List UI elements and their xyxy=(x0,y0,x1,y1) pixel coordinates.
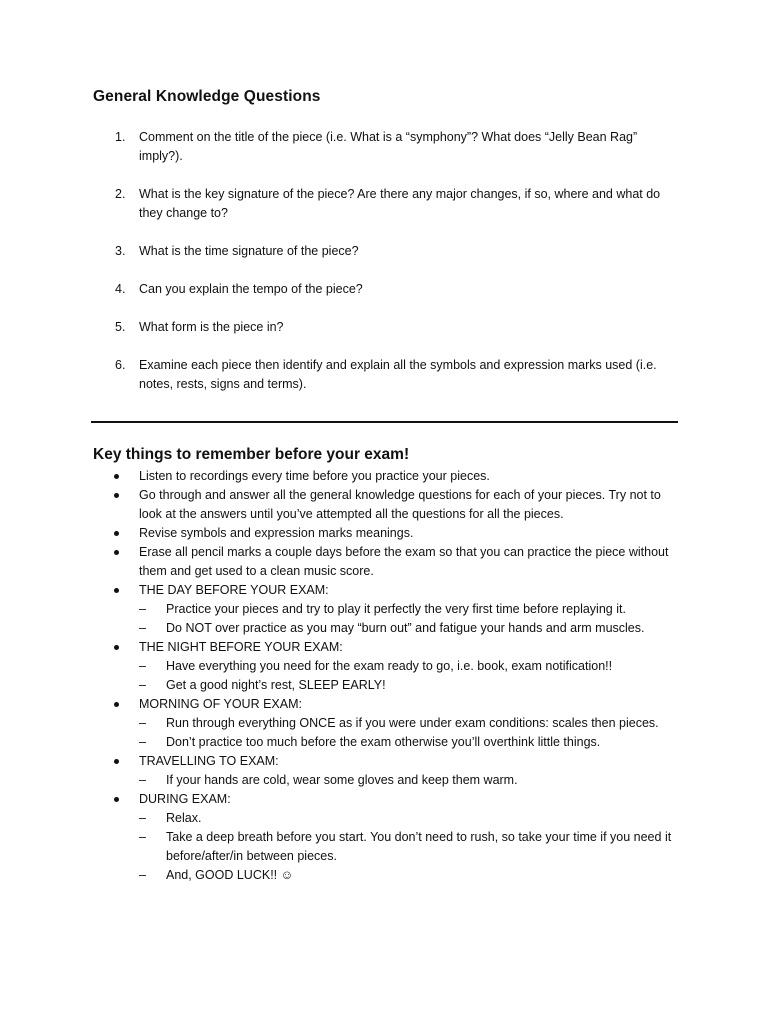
question-number: 6. xyxy=(115,358,126,372)
sub-text: Relax. xyxy=(166,811,202,825)
dash-icon: – xyxy=(139,659,146,673)
sub-item xyxy=(139,676,686,695)
dash-icon: – xyxy=(139,678,146,692)
tip-item xyxy=(0,581,684,638)
question-text: What form is the piece in? xyxy=(139,320,284,334)
bullet-icon xyxy=(114,759,119,764)
dash-icon: – xyxy=(139,773,146,787)
question-item xyxy=(0,280,684,299)
sub-item xyxy=(139,828,686,866)
question-text: Examine each piece then identify and explain all the symbols and expression marks used (i.e. notes, rests, signs and terms). xyxy=(139,358,657,391)
sub-item xyxy=(139,657,686,676)
sub-text: Take a deep breath before you start. You don’t need to rush, so take your time if you need it before/after/in between pieces. xyxy=(166,830,672,863)
tip-text: Go through and answer all the general knowledge questions for each of your pieces. Try not to look at the answers until you’ve attempted all the questions for all the pieces. xyxy=(139,488,661,521)
question-number: 3. xyxy=(115,244,126,258)
tip-text: Listen to recordings every time before you practice your pieces. xyxy=(139,469,490,483)
question-text: Can you explain the tempo of the piece? xyxy=(139,282,363,296)
tip-item xyxy=(0,752,684,790)
bullet-icon xyxy=(114,588,119,593)
tip-heading: TRAVELLING TO EXAM: xyxy=(139,754,279,768)
bullet-icon xyxy=(114,797,119,802)
sub-text: And, GOOD LUCK!! ☺ xyxy=(166,868,294,882)
question-number: 1. xyxy=(115,130,126,144)
bullet-icon xyxy=(114,645,119,650)
tip-heading: THE NIGHT BEFORE YOUR EXAM: xyxy=(139,640,343,654)
questions-list xyxy=(0,128,768,413)
tip-heading: THE DAY BEFORE YOUR EXAM: xyxy=(139,583,329,597)
sub-list xyxy=(139,809,684,885)
sub-text: Run through everything ONCE as if you were under exam conditions: scales then pieces. xyxy=(166,716,659,730)
tip-item xyxy=(0,486,684,524)
sub-item xyxy=(139,866,686,885)
tip-text: Erase all pencil marks a couple days before the exam so that you can practice the piece without them and get used to a clean music score. xyxy=(139,545,669,578)
tip-text: Revise symbols and expression marks meanings. xyxy=(139,526,414,540)
sub-item xyxy=(139,600,686,619)
sub-text: Practice your pieces and try to play it perfectly the very first time before replaying it. xyxy=(166,602,626,616)
sub-item xyxy=(139,809,686,828)
tip-heading: DURING EXAM: xyxy=(139,792,231,806)
sub-text: Get a good night’s rest, SLEEP EARLY! xyxy=(166,678,386,692)
question-text: What is the key signature of the piece? Are there any major changes, if so, where and what do they change to? xyxy=(139,187,661,220)
dash-icon: – xyxy=(139,830,146,844)
sub-list xyxy=(139,714,684,752)
dash-icon: – xyxy=(139,621,146,635)
sub-list xyxy=(139,771,684,790)
section-divider xyxy=(91,421,678,423)
tip-item xyxy=(0,524,684,543)
question-text: What is the time signature of the piece? xyxy=(139,244,359,258)
sub-list xyxy=(139,600,684,638)
question-item xyxy=(0,128,684,166)
sub-text: Do NOT over practice as you may “burn out” and fatigue your hands and arm muscles. xyxy=(166,621,645,635)
question-item xyxy=(0,185,684,223)
general-knowledge-heading: General Knowledge Questions xyxy=(93,88,321,105)
dash-icon: – xyxy=(139,868,146,882)
question-item xyxy=(0,356,684,394)
sub-item xyxy=(139,733,686,752)
sub-item xyxy=(139,771,686,790)
tip-item xyxy=(0,543,684,581)
bullet-icon xyxy=(114,531,119,536)
sub-text: Have everything you need for the exam ready to go, i.e. book, exam notification!! xyxy=(166,659,613,673)
bullet-icon xyxy=(114,493,119,498)
sub-list xyxy=(139,657,684,695)
bullet-icon xyxy=(114,702,119,707)
dash-icon: – xyxy=(139,602,146,616)
sub-text: If your hands are cold, wear some gloves and keep them warm. xyxy=(166,773,518,787)
question-item xyxy=(0,242,684,261)
tip-item xyxy=(0,467,684,486)
sub-item xyxy=(139,714,686,733)
question-number: 4. xyxy=(115,282,126,296)
dash-icon: – xyxy=(139,811,146,825)
key-things-heading: Key things to remember before your exam! xyxy=(93,446,410,463)
tip-item xyxy=(0,638,684,695)
question-number: 5. xyxy=(115,320,126,334)
question-text: Comment on the title of the piece (i.e. What is a “symphony”? What does “Jelly Bean Rag” imply?). xyxy=(139,130,638,163)
sub-text: Don’t practice too much before the exam otherwise you’ll overthink little things. xyxy=(166,735,601,749)
dash-icon: – xyxy=(139,716,146,730)
tip-heading: MORNING OF YOUR EXAM: xyxy=(139,697,302,711)
sub-item xyxy=(139,619,686,638)
question-item xyxy=(0,318,684,337)
dash-icon: – xyxy=(139,735,146,749)
tips-list xyxy=(0,467,768,885)
bullet-icon xyxy=(114,474,119,479)
tip-item xyxy=(0,695,684,752)
tip-item xyxy=(0,790,684,885)
bullet-icon xyxy=(114,550,119,555)
question-number: 2. xyxy=(115,187,126,201)
